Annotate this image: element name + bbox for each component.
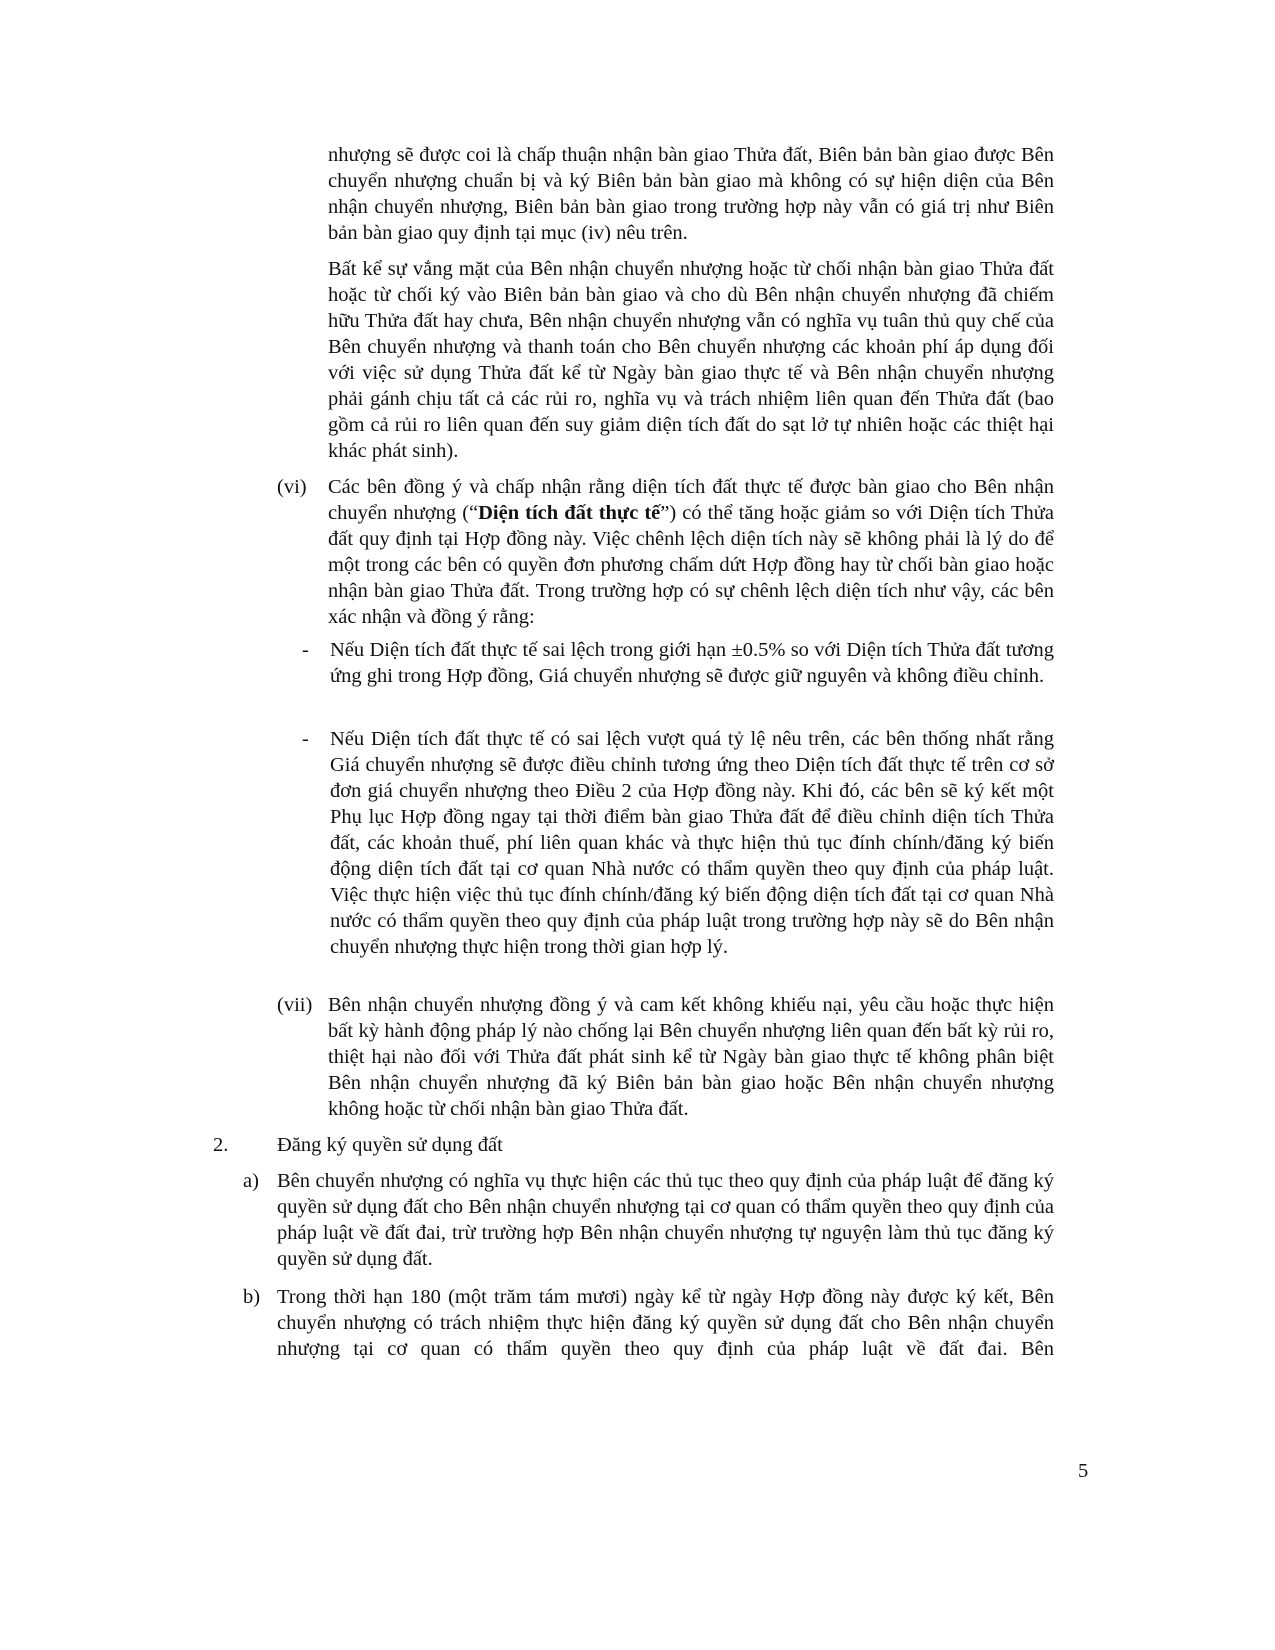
section-2-title: Đăng ký quyền sử dụng đất <box>277 1134 503 1156</box>
item-b-text: Trong thời hạn 180 (một trăm tám mươi) ngày kể từ ngày Hợp đồng này được ký kết, Bên chuyển nhượng có trách nhiệm thực hiện đăng ký quyền sử dụng đất cho Bên nhận chuyển nhượng tại cơ quan có thẩm quyền theo quy định của pháp luật về đất đai. Bên <box>277 1286 1054 1360</box>
item-vi-text-start: Các bên đồng ý và chấp nhận rằng diện tích đất thực tế được bàn giao cho Bên nhận chuyển nhượng (“ <box>328 476 1054 524</box>
item-marker-vii: (vii) <box>277 994 313 1016</box>
dash-item-within-limit: Nếu Diện tích đất thực tế sai lệch trong giới hạn ±0.5% so với Diện tích Thửa đất tương ứng ghi trong Hợp đồng, Giá chuyển nhượng sẽ được giữ nguyên và không điều chỉnh. <box>330 639 1054 687</box>
paragraph-handover-obligations: Bất kể sự vắng mặt của Bên nhận chuyển nhượng hoặc từ chối nhận bàn giao Thửa đất hoặc từ chối ký vào Biên bản bàn giao và cho dù Bên nhận chuyển nhượng đã chiếm hữu Thửa đất hay chưa, Bên nhận chuyển nhượng vẫn có nghĩa vụ tuân thủ quy chế của Bên chuyển nhượng và thanh toán cho Bên chuyển nhượng các khoản phí áp dụng đối với việc sử dụng Thửa đất kể từ Ngày bàn giao thực tế và Bên nhận chuyển nhượng phải gánh chịu tất cả các rủi ro, nghĩa vụ và trách nhiệm liên quan đến Thửa đất (bao gồm cả rủi ro liên quan đến suy giảm diện tích đất do sạt lở tự nhiên hoặc các thiệt hại khác phát sinh). <box>328 258 1054 462</box>
item-marker-a: a) <box>243 1170 259 1192</box>
item-marker-vi: (vi) <box>277 476 307 498</box>
dash-item-exceeds-limit: Nếu Diện tích đất thực tế có sai lệch vượt quá tỷ lệ nêu trên, các bên thống nhất rằng Giá chuyển nhượng sẽ được điều chỉnh tương ứng theo Diện tích đất thực tế trên cơ sở đơn giá chuyển nhượng theo Điều 2 của Hợp đồng này. Khi đó, các bên sẽ ký kết một Phụ lục Hợp đồng ngay tại thời điểm bàn giao Thửa đất để điều chỉnh diện tích Thửa đất, các khoản thuế, phí liên quan khác và thực hiện thủ tục đính chính/đăng ký biến động diện tích đất tại cơ quan Nhà nước có thẩm quyền theo quy định của pháp luật. Việc thực hiện việc thủ tục đính chính/đăng ký biến động diện tích đất tại cơ quan Nhà nước có thẩm quyền theo quy định của pháp luật trong trường hợp này sẽ do Bên nhận chuyển nhượng thực hiện trong thời gian hợp lý. <box>330 728 1054 958</box>
item-vi-text-end: ”) có thể tăng hoặc giảm so với Diện tích Thửa đất quy định tại Hợp đồng này. Việc chênh lệch diện tích này sẽ không phải là lý do để một trong các bên có quyền đơn phương chấm dứt Hợp đồng hay từ chối bàn giao hoặc nhận bàn giao Thửa đất. Trong trường hợp có sự chênh lệch diện tích như vậy, các bên xác nhận và đồng ý rằng: <box>328 502 1054 628</box>
item-marker-b: b) <box>243 1286 261 1308</box>
item-vi-text <box>328 474 1054 630</box>
paragraph-handover-acceptance: nhượng sẽ được coi là chấp thuận nhận bàn giao Thửa đất, Biên bản bàn giao được Bên chuyển nhượng chuẩn bị và ký Biên bản bàn giao mà không có sự hiện diện của Bên nhận chuyển nhượng, Biên bản bàn giao trong trường hợp này vẫn có giá trị như Biên bản bàn giao quy định tại mục (iv) nêu trên. <box>328 144 1054 244</box>
dash-marker-2: - <box>302 728 309 750</box>
item-a-text: Bên chuyển nhượng có nghĩa vụ thực hiện các thủ tục theo quy định của pháp luật để đăng ký quyền sử dụng đất cho Bên nhận chuyển nhượng tại cơ quan có thẩm quyền theo quy định của pháp luật về đất đai, trừ trường hợp Bên nhận chuyển nhượng tự nguyện làm thủ tục đăng ký quyền sử dụng đất. <box>277 1170 1054 1270</box>
item-vii-text: Bên nhận chuyển nhượng đồng ý và cam kết không khiếu nại, yêu cầu hoặc thực hiện bất kỳ hành động pháp lý nào chống lại Bên chuyển nhượng liên quan đến bất kỳ rủi ro, thiệt hại nào đối với Thửa đất phát sinh kể từ Ngày bàn giao thực tế không phân biệt Bên nhận chuyển nhượng đã ký Biên bản bàn giao hoặc Bên nhận chuyển nhượng không hoặc từ chối nhận bàn giao Thửa đất. <box>328 994 1054 1120</box>
dash-marker-1: - <box>302 639 309 661</box>
page-number: 5 <box>1078 1460 1089 1482</box>
section-2-number: 2. <box>213 1134 229 1156</box>
defined-term-actual-area: Diện tích đất thực tế <box>478 502 661 524</box>
